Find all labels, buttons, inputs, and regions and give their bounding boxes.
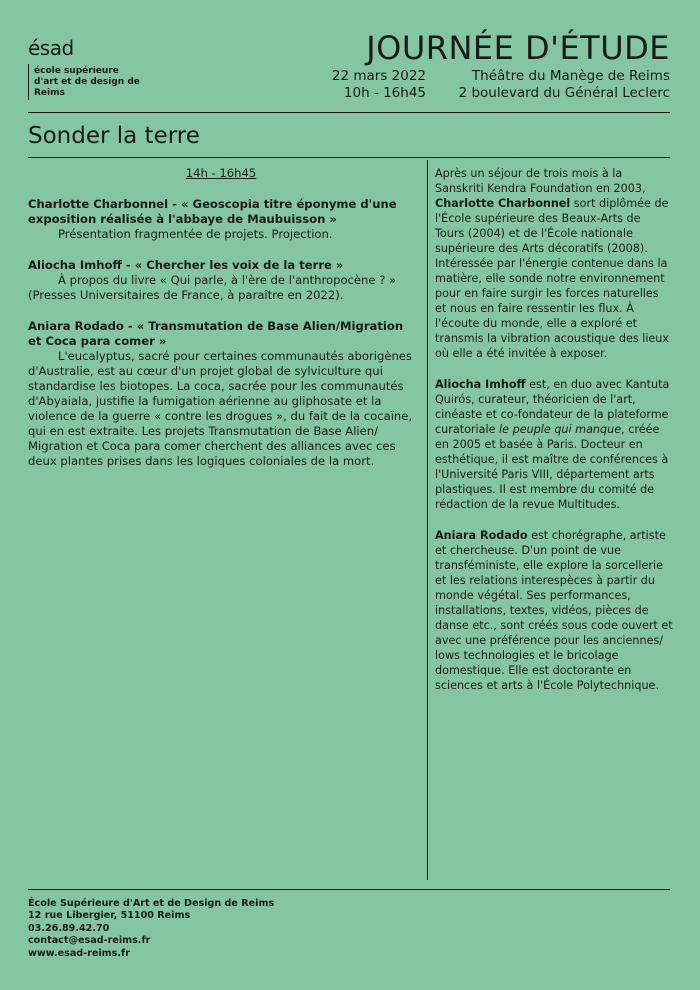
talk-item bbox=[28, 197, 414, 242]
talk-item bbox=[28, 319, 414, 469]
event-venue: Théâtre du Manège de Reims bbox=[471, 68, 670, 84]
bio-name: Aniara Rodado bbox=[435, 529, 528, 542]
bio-name: Charlotte Charbonnel bbox=[435, 197, 571, 210]
talk-description: Présentation fragmentée de projets. Projection. bbox=[58, 227, 333, 241]
event-venue-block bbox=[459, 68, 670, 102]
talk-title: Charlotte Charbonnel - « Geoscopia titre éponyme d'une exposition réalisée à l'abbaye de Maubuisson » bbox=[28, 197, 397, 226]
event-title: JOURNÉE D'ÉTUDE bbox=[366, 29, 670, 67]
talk-description: À propos du livre « Qui parle, à l'ère de l'anthropocène ? » (Presses Universitaires de France, à paraître en 2022). bbox=[28, 273, 397, 302]
esad-logo bbox=[28, 36, 140, 98]
talk-item bbox=[28, 258, 414, 303]
logo-rule bbox=[28, 64, 29, 100]
talk-title: Aliocha Imhoff - « Chercher les voix de la terre » bbox=[28, 258, 344, 272]
footer-website[interactable]: www.esad-reims.fr bbox=[28, 947, 130, 959]
program-column bbox=[28, 166, 414, 485]
bio-paragraph bbox=[435, 377, 673, 512]
bio-paragraph bbox=[435, 166, 673, 361]
event-date: 22 mars 2022 bbox=[331, 68, 426, 84]
column-divider bbox=[427, 160, 428, 880]
title-divider bbox=[28, 157, 670, 158]
footer-phone: 03.26.89.42.70 bbox=[28, 922, 110, 934]
header-divider bbox=[28, 112, 670, 113]
bio-text: , créée en 2005 et basée à Paris. Docteur en esthétique, il est maître de conférences à l'Université Paris VIII, département arts plastiques. Il est membre du comité de rédaction de la revue Multitudes. bbox=[435, 423, 669, 511]
logo-wordmark: ésad bbox=[28, 36, 74, 60]
bio-name: Aliocha Imhoff bbox=[435, 378, 526, 391]
event-date-block bbox=[332, 68, 426, 102]
bio-text: est, en duo avec Kantuta Quirós, curateur, théoricien de l'art, cinéaste et co-fondateur de la plateforme curatoriale bbox=[435, 378, 670, 436]
bio-paragraph bbox=[435, 528, 673, 693]
footer-org: École Supérieure d'Art et de Design de Reims bbox=[28, 898, 275, 909]
footer-email[interactable]: contact@esad-reims.fr bbox=[28, 935, 151, 947]
bio-text: Après un séjour de trois mois à la Sanskriti Kendra Foundation en 2003, bbox=[435, 167, 646, 195]
session-time: 14h - 16h45 bbox=[185, 166, 257, 180]
bio-text: sort diplômée de l'École supérieure des Beaux-Arts de Tours (2004) et de l'École nationale supérieure des Arts décoratifs (2008). Intéressée par l'énergie contenue dans la matière, elle sonde notre environnement pour en faire surgir les forces naturelles et nous en faire ressentir les flux. À l'écoute du monde, elle a exploré et transmis la vibration acoustique des lieux où elle a été invitée à exposer. bbox=[435, 197, 670, 360]
bios-column bbox=[435, 166, 673, 709]
bio-text: est chorégraphe, artiste et chercheuse. D'un point de vue transféministe, elle explore la sorcellerie et les relations interespèces à partir du monde végétal. Ses performances, installations, textes, vidéos, pièces de danse etc., sont créés sous code ouvert et avec une préférence pour les anciennes/ lows technologies et le bricolage domestique. Elle est doctorante en sciences et arts à l'École Polytechnique. bbox=[435, 529, 673, 692]
event-hours: 10h - 16h45 bbox=[343, 85, 426, 101]
bio-italic: le peuple qui manque bbox=[499, 423, 622, 436]
page-title: Sonder la terre bbox=[28, 123, 200, 149]
talk-title: Aniara Rodado - « Transmutation de Base Alien/Migration et Coca para comer » bbox=[28, 319, 404, 348]
footer-contact bbox=[28, 898, 274, 960]
logo-subtitle: école supérieure d'art et de design de Reims bbox=[34, 66, 140, 98]
footer-address: 12 rue Libergier, 51100 Reims bbox=[28, 910, 191, 922]
footer-divider bbox=[28, 889, 670, 890]
event-address: 2 boulevard du Général Leclerc bbox=[458, 85, 670, 101]
talk-description: L'eucalyptus, sacré pour certaines communautés aborigènes d'Australie, est au cœur d'un projet global de sylviculture qui standardise les biotopes. La coca, sacrée pour les communautés d'Abyaiala, justifie la fumigation aérienne au gliphosate et la violence de la guerre « contre les drogues », du fait de la cocaïne, qui en est extraite. Les projets Transmutation de Base Alien/ Migration et Coca para comer cherchent des alliances avec ces deux plantes prises dans les logiques coloniales de la mort. bbox=[28, 349, 413, 468]
